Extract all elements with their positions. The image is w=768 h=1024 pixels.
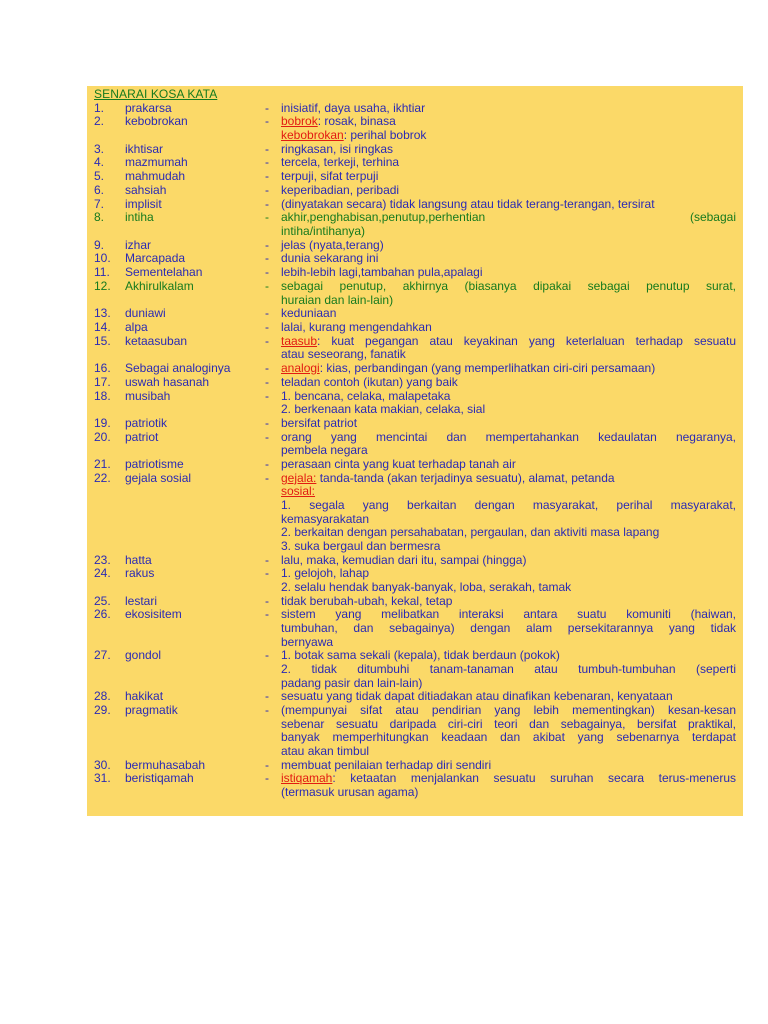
item-number: 15. <box>94 333 111 348</box>
definition-line: taasub: kuat pegangan atau keyakinan yang keterlaluan terhadap sesuatu <box>281 333 736 348</box>
item-definition <box>281 376 736 390</box>
item-number: 10. <box>94 251 111 266</box>
item-separator: - <box>265 457 269 472</box>
item-term: musibah <box>125 388 171 403</box>
item-separator: - <box>265 196 269 211</box>
definition-line: tercela, terkeji, terhina <box>281 155 400 170</box>
item-term: prakarsa <box>125 100 172 115</box>
definition-line: orang yang mencintai dan mempertahankan kedaulatan negaranya, <box>281 429 736 444</box>
item-number: 6. <box>94 182 105 197</box>
item-number: 18. <box>94 388 111 403</box>
item-term: patriotik <box>125 416 168 430</box>
item-number: 24. <box>94 566 111 581</box>
item-separator: - <box>265 141 269 156</box>
item-term: bermuhasabah <box>125 757 206 772</box>
item-number: 26. <box>94 607 111 622</box>
root-word: gejala: <box>281 470 317 485</box>
item-definition <box>281 390 736 417</box>
item-number: 8. <box>94 210 105 225</box>
item-definition <box>281 567 736 594</box>
definition-line: (dinyatakan secara) tidak langsung atau tidak terang-terangan, tersirat <box>281 196 655 211</box>
item-term: sahsiah <box>125 182 167 197</box>
item-number: 5. <box>94 169 105 184</box>
item-term: rakus <box>125 566 155 581</box>
list-item <box>87 198 743 212</box>
item-separator: - <box>265 607 269 622</box>
item-definition <box>281 198 736 212</box>
item-separator: - <box>265 306 269 321</box>
item-separator: - <box>265 648 269 663</box>
item-separator: - <box>265 210 269 225</box>
list-item <box>87 280 743 307</box>
list-item <box>87 567 743 594</box>
definition-line: atau seseorang, fanatik <box>281 347 406 362</box>
definition-line: akhir,penghabisan,penutup,perhentian (sebagai <box>281 210 736 225</box>
item-term: mazmumah <box>125 155 188 170</box>
root-word: bobrok <box>281 114 318 129</box>
root-word: kebobrokan <box>281 127 344 142</box>
list-item <box>87 102 743 116</box>
definition-line: bernyawa <box>281 634 334 649</box>
item-separator: - <box>265 278 269 293</box>
item-term: duniawi <box>125 306 166 321</box>
item-definition <box>281 307 736 321</box>
item-term: gejala sosial <box>125 470 192 485</box>
item-number: 27. <box>94 648 111 663</box>
item-separator: - <box>265 100 269 115</box>
item-term: lestari <box>125 593 158 608</box>
item-separator: - <box>265 361 269 376</box>
definition-line: (termasuk urusan agama) <box>281 784 419 799</box>
item-term: alpa <box>125 320 148 335</box>
list-item <box>87 335 743 362</box>
definition-line: istiqamah: ketaatan menjalankan sesuatu suruhan secara terus-menerus <box>281 771 736 786</box>
definition-line: lalu, maka, kemudian dari itu, sampai (hingga) <box>281 552 527 567</box>
item-separator: - <box>265 265 269 280</box>
definition-line: sistem yang melibatkan interaksi antara suatu komuniti (haiwan, <box>281 607 736 622</box>
item-number: 17. <box>94 374 111 389</box>
definition-line: keperibadian, peribadi <box>281 182 400 197</box>
item-number: 20. <box>94 429 111 444</box>
root-word: sosial: <box>281 484 316 499</box>
list-item <box>87 170 743 184</box>
definition-line: huraian dan lain-lain) <box>281 292 394 307</box>
item-number: 4. <box>94 155 105 170</box>
list-item <box>87 431 743 458</box>
item-definition <box>281 458 736 472</box>
list-item <box>87 184 743 198</box>
item-separator: - <box>265 374 269 389</box>
item-separator: - <box>265 251 269 266</box>
item-term: kebobrokan <box>125 114 188 129</box>
item-definition <box>281 184 736 198</box>
item-definition <box>281 472 736 554</box>
item-separator: - <box>265 566 269 581</box>
root-word: taasub <box>281 333 318 348</box>
item-definition <box>281 690 736 704</box>
item-term: izhar <box>125 237 152 252</box>
item-separator: - <box>265 237 269 252</box>
definition-line: pembela negara <box>281 443 368 458</box>
item-definition <box>281 554 736 568</box>
item-number: 12. <box>94 278 111 293</box>
item-separator: - <box>265 689 269 704</box>
definition-line: 2. tidak ditumbuhi tanam-tanaman atau tumbuh-tumbuhan (seperti <box>281 661 736 676</box>
list-item <box>87 472 743 554</box>
item-term: Sementelahan <box>125 265 203 280</box>
list-item <box>87 239 743 253</box>
definition-line: 1. segala yang berkaitan dengan masyarakat, perihal masyarakat, <box>281 498 736 513</box>
item-number: 22. <box>94 470 111 485</box>
list-item <box>87 321 743 335</box>
item-term: ekosisitem <box>125 607 182 622</box>
item-separator: - <box>265 182 269 197</box>
list-item <box>87 390 743 417</box>
definition-line: sebenar sesuatu daripada ciri-ciri teori dan sebagainya, bersifat praktikal, <box>281 716 736 731</box>
item-definition <box>281 321 736 335</box>
item-definition <box>281 211 736 238</box>
definition-line: tidak berubah-ubah, kekal, tetap <box>281 593 453 608</box>
list-item <box>87 143 743 157</box>
item-term: beristiqamah <box>125 771 194 786</box>
item-separator: - <box>265 771 269 786</box>
item-term: hakikat <box>125 689 164 704</box>
item-definition <box>281 102 736 116</box>
definition-line: kemasyarakatan <box>281 511 370 526</box>
item-separator: - <box>265 470 269 485</box>
item-number: 11. <box>94 265 110 280</box>
item-number: 13. <box>94 306 111 321</box>
item-term: uswah hasanah <box>125 374 210 389</box>
item-definition <box>281 156 736 170</box>
definition-line: bobrok: rosak, binasa <box>281 114 396 129</box>
list-item <box>87 759 743 773</box>
item-separator: - <box>265 333 269 348</box>
item-definition <box>281 280 736 307</box>
item-term: Marcapada <box>125 251 186 266</box>
item-number: 9. <box>94 237 105 252</box>
item-separator: - <box>265 320 269 335</box>
item-definition <box>281 417 736 431</box>
item-term: ikhtisar <box>125 141 164 156</box>
list-item <box>87 595 743 609</box>
item-number: 21. <box>94 457 111 472</box>
item-definition <box>281 431 736 458</box>
definition-line: ringkasan, isi ringkas <box>281 141 394 156</box>
definition-line: atau akan timbul <box>281 743 370 758</box>
item-number: 14. <box>94 320 111 335</box>
item-number: 25. <box>94 593 111 608</box>
definition-line: padang pasir dan lain-lain) <box>281 675 423 690</box>
item-separator: - <box>265 388 269 403</box>
definition-line: 1. bencana, celaka, malapetaka <box>281 388 451 403</box>
item-definition <box>281 115 736 142</box>
definition-line: banyak memperhitungkan keadaan dan akibat yang sebenarnya terdapat <box>281 730 736 745</box>
item-number: 19. <box>94 416 111 430</box>
item-definition <box>281 170 736 184</box>
item-term: patriot <box>125 429 159 444</box>
item-number: 7. <box>94 196 105 211</box>
item-separator: - <box>265 703 269 718</box>
list-item <box>87 307 743 321</box>
list-item <box>87 115 743 142</box>
vocabulary-sheet <box>87 86 743 816</box>
item-definition <box>281 649 736 690</box>
item-separator: - <box>265 169 269 184</box>
definition-line: 2. berkenaan kata makian, celaka, sial <box>281 402 486 417</box>
definition-line: (mempunyai sifat atau pendirian yang lebih mementingkan) kesan-kesan <box>281 703 736 718</box>
item-definition <box>281 704 736 758</box>
item-definition <box>281 772 736 799</box>
list-item <box>87 252 743 266</box>
definition-line <box>281 485 736 499</box>
definition-line: inisiatif, daya usaha, ikhtiar <box>281 100 426 115</box>
item-term: mahmudah <box>125 169 186 184</box>
list-item <box>87 690 743 704</box>
definition-line: intiha/intihanya) <box>281 223 366 238</box>
item-definition <box>281 266 736 280</box>
item-separator: - <box>265 416 269 430</box>
root-word: istiqamah <box>281 771 333 786</box>
list-item <box>87 458 743 472</box>
item-definition <box>281 143 736 157</box>
item-number: 16. <box>94 361 111 376</box>
item-term: intiha <box>125 210 154 225</box>
list-item <box>87 704 743 758</box>
definition-line: sesuatu yang tidak dapat ditiadakan atau dinafikan kebenaran, kenyataan <box>281 689 673 704</box>
list-item <box>87 554 743 568</box>
item-number: 31. <box>94 771 111 786</box>
item-term: Akhirulkalam <box>125 278 194 293</box>
definition-line: jelas (nyata,terang) <box>281 237 384 252</box>
definition-line: gejala: tanda-tanda (akan terjadinya sesuatu), alamat, petanda <box>281 470 615 485</box>
list-heading: SENARAI KOSA KATA <box>94 87 218 101</box>
item-term: Sebagai analoginya <box>125 361 231 376</box>
definition-line: perasaan cinta yang kuat terhadap tanah air <box>281 457 516 472</box>
definition-line: teladan contoh (ikutan) yang baik <box>281 374 458 389</box>
list-item <box>87 211 743 238</box>
item-separator: - <box>265 757 269 772</box>
definition-line: membuat penilaian terhadap diri sendiri <box>281 757 492 772</box>
definition-line: terpuji, sifat terpuji <box>281 169 379 184</box>
item-definition <box>281 252 736 266</box>
list-item <box>87 156 743 170</box>
item-definition <box>281 608 736 649</box>
item-number: 23. <box>94 552 111 567</box>
list-item <box>87 608 743 649</box>
item-number: 28. <box>94 689 111 704</box>
item-definition <box>281 595 736 609</box>
item-term: implisit <box>125 196 162 211</box>
item-term: gondol <box>125 648 162 663</box>
item-number: 3. <box>94 141 105 156</box>
list-item <box>87 417 743 431</box>
item-definition <box>281 335 736 362</box>
definition-line: analogi: kias, perbandingan (yang memperlihatkan ciri-ciri persamaan) <box>281 361 656 376</box>
definition-line: kebobrokan: perihal bobrok <box>281 127 427 142</box>
item-separator: - <box>265 593 269 608</box>
definition-line: 2. selalu hendak banyak-banyak, loba, serakah, tamak <box>281 579 572 594</box>
definition-line: lalai, kurang mengendahkan <box>281 320 432 335</box>
item-number: 29. <box>94 703 111 718</box>
item-separator: - <box>265 155 269 170</box>
definition-line: dunia sekarang ini <box>281 251 379 266</box>
item-term: patriotisme <box>125 457 184 472</box>
definition-line: sebagai penutup, akhirnya (biasanya dipakai sebagai penutup surat, <box>281 278 736 293</box>
definition-line: bersifat patriot <box>281 416 358 430</box>
item-definition <box>281 759 736 773</box>
definition-line: lebih-lebih lagi,tambahan pula,apalagi <box>281 265 483 280</box>
item-definition <box>281 362 736 376</box>
definition-line: 3. suka bergaul dan bermesra <box>281 538 441 553</box>
item-term: pragmatik <box>125 703 178 718</box>
item-definition <box>281 239 736 253</box>
definition-line: 1. botak sama sekali (kepala), tidak berdaun (pokok) <box>281 648 560 663</box>
item-separator: - <box>265 429 269 444</box>
item-separator: - <box>265 552 269 567</box>
item-separator: - <box>265 114 269 129</box>
list-item <box>87 649 743 690</box>
definition-line: 1. gelojoh, lahap <box>281 566 370 581</box>
list-item <box>87 362 743 376</box>
definition-line: keduniaan <box>281 306 337 321</box>
item-term: ketaasuban <box>125 333 188 348</box>
item-term: hatta <box>125 552 152 567</box>
root-word: analogi <box>281 361 320 376</box>
item-number: 2. <box>94 114 105 129</box>
definition-line: tumbuhan, dan sebagainya) dengan alam persekitarannya yang tidak <box>281 621 736 636</box>
list-item <box>87 772 743 799</box>
list-item <box>87 376 743 390</box>
item-number: 1. <box>94 100 105 115</box>
item-number: 30. <box>94 757 111 772</box>
definition-line: 2. berkaitan dengan persahabatan, pergaulan, dan aktiviti masa lapang <box>281 525 660 540</box>
list-item <box>87 266 743 280</box>
